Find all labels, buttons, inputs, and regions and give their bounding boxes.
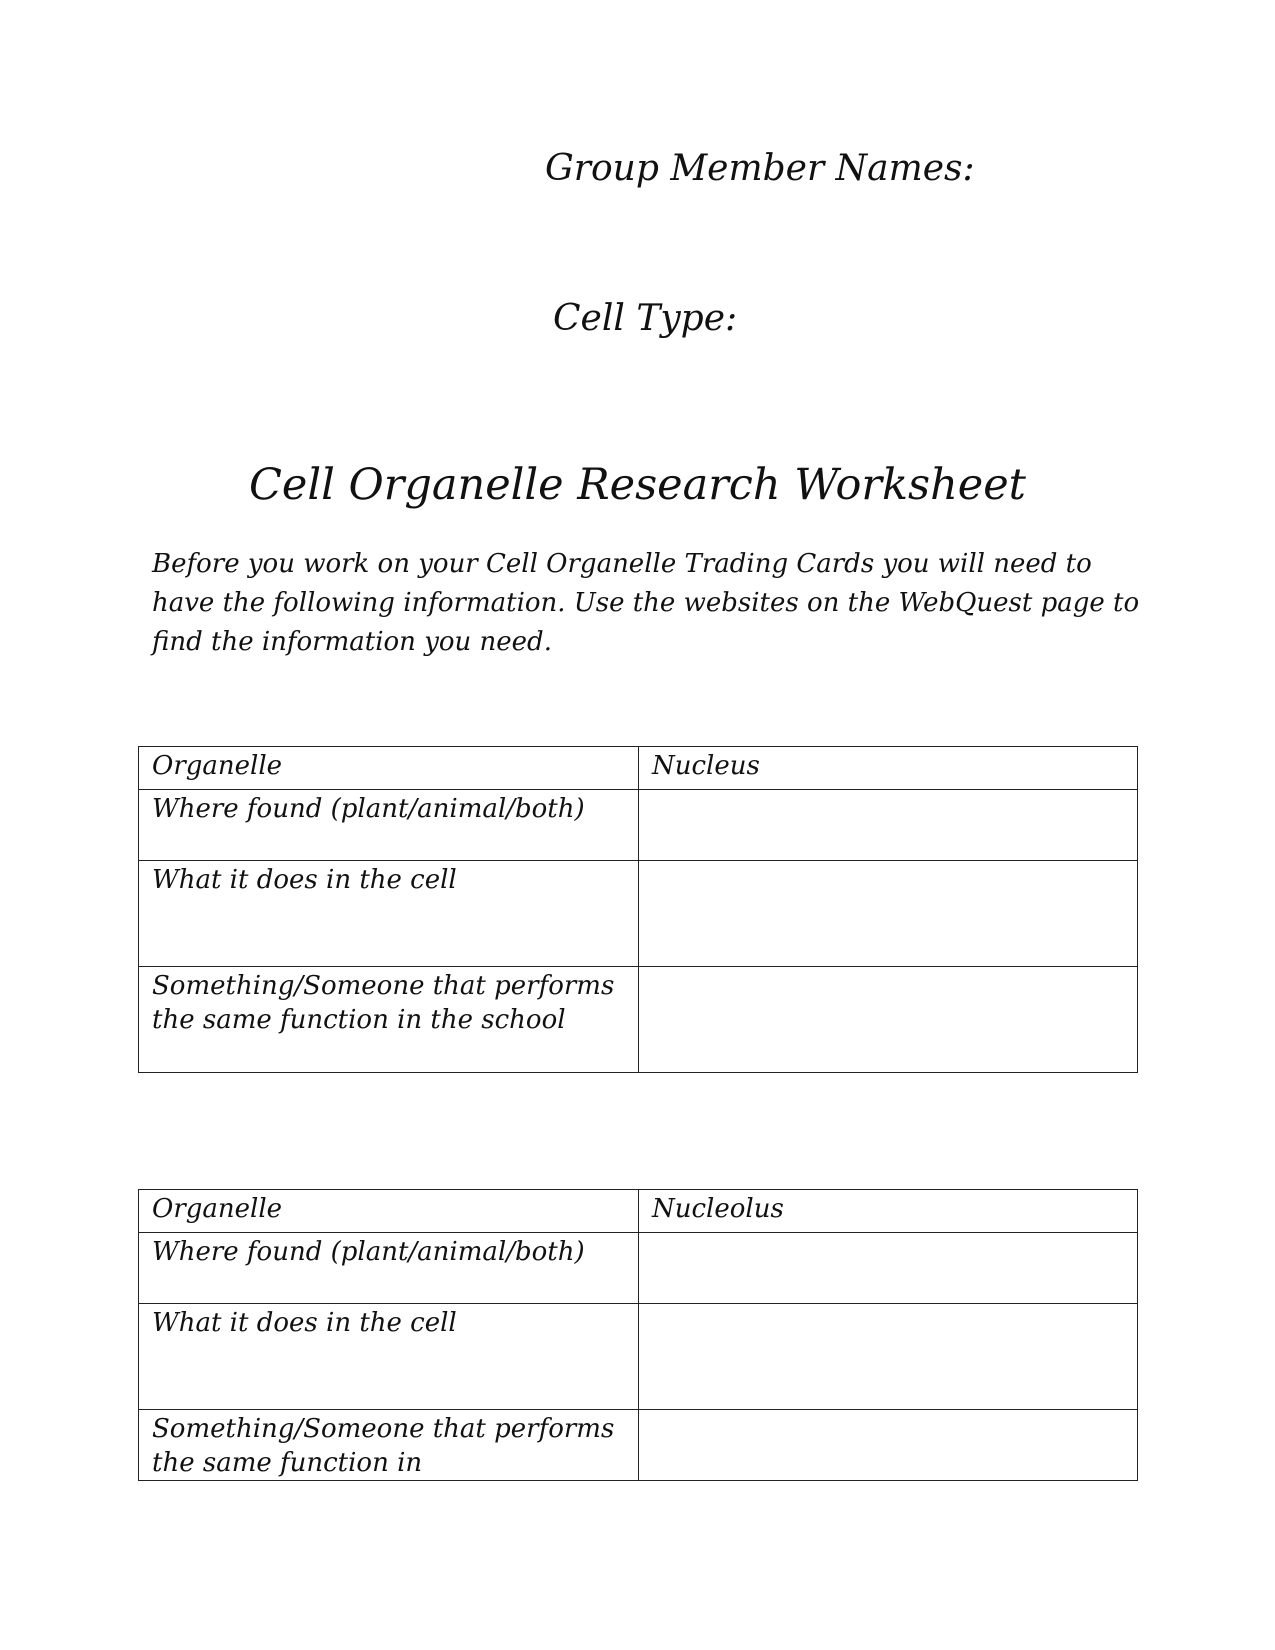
school-analogy-answer-cell[interactable] xyxy=(639,1410,1138,1481)
intro-paragraph: Before you work on your Cell Organelle Trading Cards you will need to have the following information. Use the websites on the WebQuest page to find the information you need. xyxy=(152,549,1140,657)
school-analogy-label: Something/Someone that performs the same function in the school xyxy=(139,967,639,1073)
function-label: What it does in the cell xyxy=(139,861,639,967)
where-found-answer-cell[interactable] xyxy=(639,790,1138,861)
school-analogy-label: Something/Someone that performs the same function in xyxy=(139,1410,639,1481)
table-row xyxy=(139,967,1138,1073)
table-row xyxy=(139,861,1138,967)
function-label: What it does in the cell xyxy=(139,1304,639,1410)
table-row xyxy=(139,1304,1138,1410)
page-title: Cell Organelle Research Worksheet xyxy=(249,460,1026,510)
cell-type-label: Cell Type: xyxy=(553,298,738,339)
table-header-row xyxy=(139,747,1138,790)
school-analogy-answer-cell[interactable] xyxy=(639,967,1138,1073)
where-found-label: Where found (plant/animal/both) xyxy=(139,1233,639,1304)
organelle-table-nucleus xyxy=(138,746,1138,1073)
table-row xyxy=(139,1410,1138,1481)
where-found-answer-cell[interactable] xyxy=(639,1233,1138,1304)
function-answer-cell[interactable] xyxy=(639,1304,1138,1410)
where-found-label: Where found (plant/animal/both) xyxy=(139,790,639,861)
function-answer-cell[interactable] xyxy=(639,861,1138,967)
organelle-table-nucleolus xyxy=(138,1189,1138,1481)
table-row xyxy=(139,790,1138,861)
table-header-row xyxy=(139,1190,1138,1233)
group-member-names-label: Group Member Names: xyxy=(545,148,975,189)
organelle-name: Nucleolus xyxy=(639,1190,1138,1233)
organelle-name: Nucleus xyxy=(639,747,1138,790)
table-row xyxy=(139,1233,1138,1304)
organelle-header-label: Organelle xyxy=(139,1190,639,1233)
organelle-header-label: Organelle xyxy=(139,747,639,790)
